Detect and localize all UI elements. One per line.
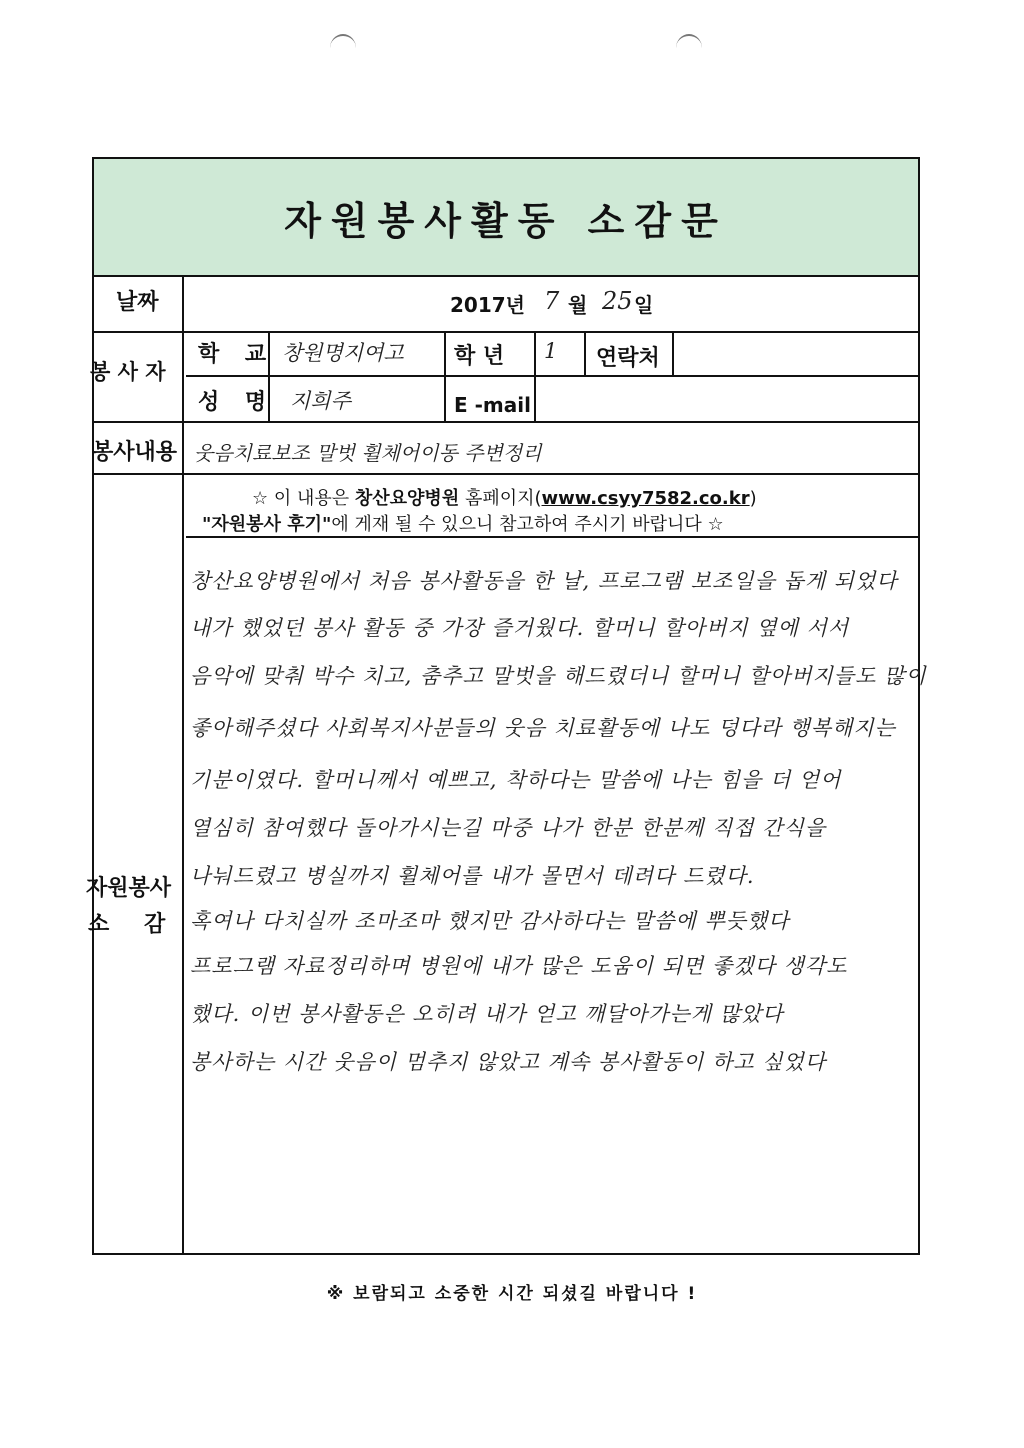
punch-hole-left xyxy=(330,34,356,62)
row-divider xyxy=(94,473,918,475)
impressions-label-left: 소 xyxy=(88,912,110,937)
date-day-value: 25 xyxy=(602,287,633,315)
essay-line: 프로그램 자료정리하며 병원에 내가 많은 도움이 되면 좋겠다 생각도 xyxy=(190,954,848,978)
date-label: 날짜 xyxy=(116,290,159,315)
grade-label: 학 년 xyxy=(454,344,505,369)
date-month-value: 7 xyxy=(544,287,560,315)
volunteer-section-label: 봉 사 자 xyxy=(90,360,166,384)
impressions-label-right: 감 xyxy=(144,912,166,937)
punch-hole-right xyxy=(676,34,702,62)
date-year: 2017년 xyxy=(450,293,525,317)
notice-review-title: "자원봉사 후기" xyxy=(202,514,332,535)
essay-line: 봉사하는 시간 웃음이 멈추지 않았고 계속 봉사활동이 하고 싶었다 xyxy=(190,1050,827,1074)
essay-line: 창산요양병원에서 처음 봉사활동을 한 날, 프로그램 보조일을 돕게 되었다 xyxy=(190,569,898,593)
impressions-label: 자원봉사 xyxy=(86,876,172,901)
label-column-divider xyxy=(182,277,184,1253)
row-divider xyxy=(94,421,918,423)
date-month-unit: 월 xyxy=(568,293,588,317)
row-divider xyxy=(186,536,918,538)
row-divider xyxy=(186,375,918,377)
essay-line: 좋아해주셨다 사회복지사분들의 웃음 치료활동에 나도 덩다라 행복해지는 xyxy=(190,716,896,740)
notice-url: www.csyy7582.co.kr xyxy=(541,488,750,509)
field-divider xyxy=(268,331,270,421)
field-divider xyxy=(672,331,674,375)
school-value: 창원명지여고 xyxy=(282,341,404,365)
field-divider xyxy=(534,331,536,421)
notice-line-1 xyxy=(252,484,757,510)
email-label: E -mail xyxy=(454,393,531,417)
name-label: 성 명 xyxy=(198,390,267,415)
essay-line: 했다. 이번 봉사활동은 오히려 내가 얻고 깨달아가는게 많았다 xyxy=(190,1002,784,1026)
essay-line: 혹여나 다치실까 조마조마 했지만 감사하다는 말씀에 뿌듯했다 xyxy=(190,909,790,933)
title-band xyxy=(94,159,918,277)
page-title: 자원봉사활동 소감문 xyxy=(284,198,728,243)
date-day-unit: 일 xyxy=(634,293,654,317)
field-divider xyxy=(444,331,446,421)
notice-line-2 xyxy=(202,510,724,536)
school-label: 학 교 xyxy=(198,342,267,367)
contact-label: 연락처 xyxy=(596,346,660,371)
row-divider xyxy=(94,331,918,333)
field-divider xyxy=(584,331,586,375)
grade-value: 1 xyxy=(544,339,558,363)
name-value: 지희주 xyxy=(290,389,351,413)
notice-paren: ) xyxy=(749,488,757,509)
notice-text: 에 게재 될 수 있으니 참고하여 주시기 바랍니다 ☆ xyxy=(331,514,724,535)
essay-line: 기분이였다. 할머니께서 예쁘고, 착하다는 말씀에 나는 힘을 더 얻어 xyxy=(190,768,842,792)
essay-line: 내가 했었던 봉사 활동 중 가장 즐거웠다. 할머니 할아버지 옆에 서서 xyxy=(190,616,850,640)
essay-line: 열심히 참여했다 돌아가시는길 마중 나가 한분 한분께 직접 간식을 xyxy=(190,816,827,840)
notice-homepage: 홈페이지( xyxy=(464,488,542,509)
notice-hospital: 창산요양병원 xyxy=(354,488,460,509)
footer-note: ※ 보람되고 소중한 시간 되셨길 바랍니다 ! xyxy=(326,1284,698,1304)
service-content-label: 봉사내용 xyxy=(92,440,178,465)
essay-line: 음악에 맞춰 박수 치고, 춤추고 말벗을 해드렸더니 할머니 할아버지들도 많이 xyxy=(190,664,927,688)
service-content-value: 웃음치료보조 말벗 휠체어이동 주변정리 xyxy=(194,441,542,465)
volunteer-report-form xyxy=(86,157,920,1255)
essay-line: 나눠드렸고 병실까지 휠체어를 내가 몰면서 데려다 드렸다. xyxy=(190,864,755,888)
notice-prefix: ☆ 이 내용은 xyxy=(252,488,350,509)
